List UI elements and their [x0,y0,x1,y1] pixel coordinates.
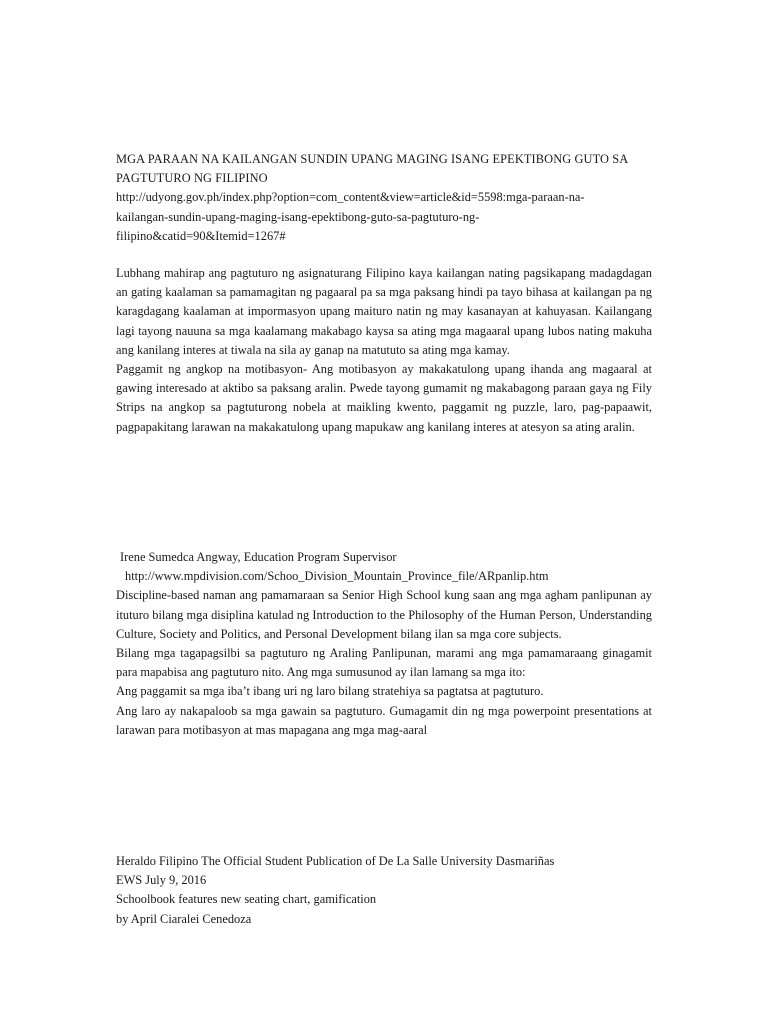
section-3 [116,852,652,929]
section-2-paragraph-1: Discipline-based naman ang pamamaraan sa Senior High School kung saan ang mga agham panlipunan ay ituturo bilang mga disiplina katulad ng Introduction to the Philosophy of the Human Person, Understanding Culture, Society and Politics, and Personal Development bilang ilan sa mga core subjects. [116,588,652,641]
section-1-body [116,264,652,437]
section-3-publication: Heraldo Filipino The Official Student Publication of De La Salle University Dasmariñas [116,854,555,868]
section-1-url-line-3: filipino&catid=90&Itemid=1267# [116,228,286,243]
section-2 [116,548,652,740]
section-3-headline: Schoolbook features new seating chart, gamification [116,892,377,907]
section-3-date: EWS July 9, 2016 [116,873,207,888]
section-1-title: MGA PARAAN NA KAILANGAN SUNDIN UPANG MAGING ISANG EPEKTIBONG GUTO SA PAGTUTURO NG FILIPINO [116,152,628,186]
section-2-author: Irene Sumedca Angway, Education Program Supervisor [120,550,397,564]
section-1 [116,150,652,246]
section-2-paragraph-4: Ang laro ay nakapaloob sa mga gawain sa pagtuturo. Gumagamit din ng mga powerpoint presentations at larawan para motibasyon at mas mapagana ang mga mag-aaral [116,703,652,737]
section-1-paragraph-2: Paggamit ng angkop na motibasyon- Ang motibasyon ay makakatulong upang ihanda ang magaaral at gawing interesado at aktibo sa paksang aralin. Pwede tayong gumamit ng makabagong paraan gaya ng Fily Strips na angkop sa pagtuturong nobela at maikling kwento, paggamit ng puzzle, laro, pag-papaawit, pagpapakitang larawan na makakatulong upang mapukaw ang kanilang interes at atesyon sa ating aralin. [116,362,652,434]
section-1-paragraph-1: Lubhang mahirap ang pagtuturo ng asignaturang Filipino kaya kailangan nating pagsikapang madagdagan an gating kaalaman sa pamamagitan ng pagaaral pa sa mga paksang hindi pa tayo bihasa at kailangan pa ng karagdagang kaalaman at impormasyon upang maituro natin ng may kasanayan at kahuyasan. Kailangang lagi tayong nauuna sa mga kaalamang makabago kaysa sa ating mga magaaral upang lubos nating makuha ang kanilang interes at tiwala na sila ay ganap na matututo sa ating mga kamay. [116,266,652,357]
section-1-url-line-2: kailangan-sundin-upang-maging-isang-epektibong-guto-sa-pagtuturo-ng- [116,209,480,224]
section-2-url: http://www.mpdivision.com/Schoo_Division_Mountain_Province_file/ARpanlip.htm [125,569,549,584]
section-1-url-line-1: http://udyong.gov.ph/index.php?option=com_content&view=article&id=5598:mga-paraan-na- [116,190,585,205]
section-2-paragraph-2: Bilang mga tagapagsilbi sa pagtuturo ng Araling Panlipunan, marami ang mga pamamaraang ginagamit para mapabisa ang pagtuturo nito. Ang mga sumusunod ay ilan lamang sa mga ito: [116,646,652,680]
section-3-byline: by April Ciaralei Cenedoza [116,911,252,926]
section-2-paragraph-3: Ang paggamit sa mga iba’t ibang uri ng laro bilang stratehiya sa pagtatsa at pagtuturo. [116,684,544,699]
